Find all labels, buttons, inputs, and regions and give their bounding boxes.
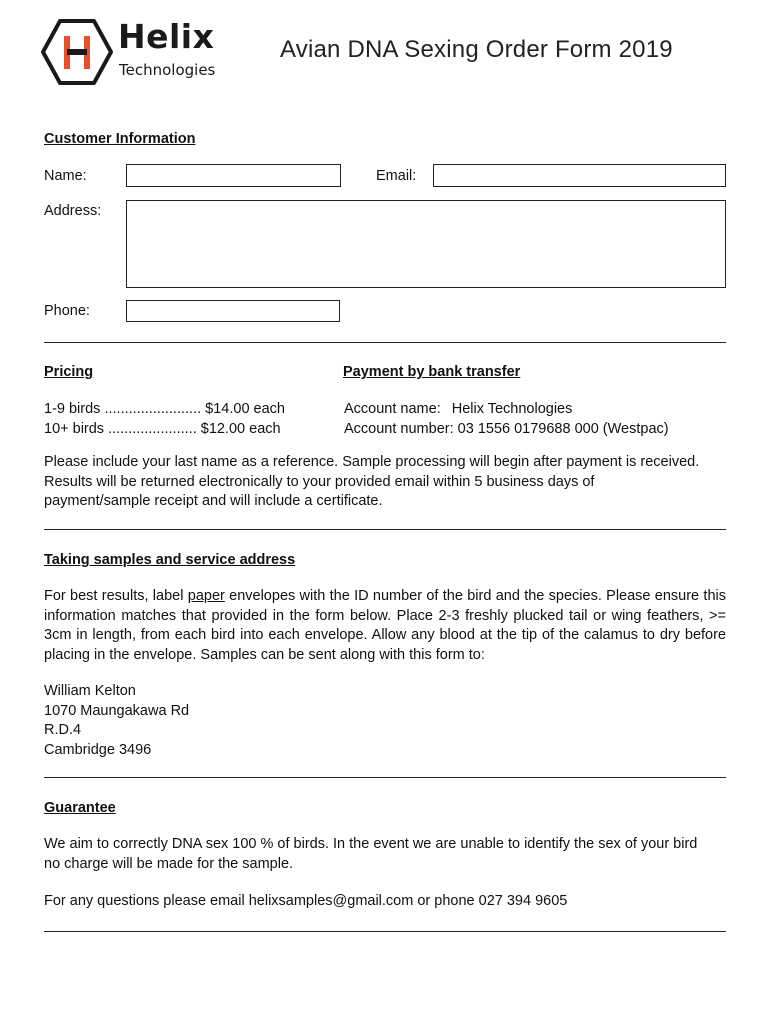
account-name-label: Account name: <box>344 401 441 417</box>
address-field[interactable] <box>126 200 726 288</box>
account-number: 03 1556 0179688 000 (Westpac) <box>457 420 669 437</box>
address-line: William Kelton <box>44 683 136 699</box>
pricing-list <box>44 400 285 439</box>
account-name: Helix Technologies <box>451 401 573 417</box>
document-title: Avian DNA Sexing Order Form 2019 <box>280 36 673 63</box>
address-line: R.D.4 <box>44 722 82 738</box>
payment-note: Please include your last name as a reference. Sample processing will begin after payment is received. Results will be returned electronically to your provided email within 5 business days of payment/sample receipt and will include a certificate. <box>44 454 700 509</box>
divider <box>44 777 726 778</box>
email-label: Email: <box>376 168 417 184</box>
phone-field[interactable] <box>126 300 340 322</box>
divider <box>44 529 726 530</box>
email-field[interactable] <box>433 164 726 187</box>
pricing-row: 1-9 birds ........................ $14.00 each <box>44 401 285 417</box>
helix-logo-icon <box>40 18 114 86</box>
divider <box>44 931 726 932</box>
guarantee-text: We aim to correctly DNA sex 100 % of birds. In the event we are unable to identify the sex of your bird no charge will be made for the sample. <box>44 836 698 872</box>
name-label: Name: <box>44 168 87 184</box>
brand-name: Helix <box>118 17 215 56</box>
payment-details <box>344 400 669 439</box>
address-line: Cambridge 3496 <box>44 741 152 758</box>
address-line: 1070 Maungakawa Rd <box>44 702 190 719</box>
service-address <box>44 682 189 760</box>
address-label: Address: <box>44 203 102 219</box>
pricing-row: 10+ birds ...................... $12.00 each <box>44 420 281 437</box>
guarantee-heading: Guarantee <box>44 800 116 816</box>
account-number-label: Account number: <box>344 420 454 437</box>
customer-info-heading: Customer Information <box>44 131 196 147</box>
payment-heading: Payment by bank transfer <box>343 364 521 380</box>
pricing-heading: Pricing <box>44 364 94 380</box>
name-field[interactable] <box>126 164 341 187</box>
brand-tagline: Technologies <box>119 61 216 79</box>
samples-instructions: For best results, label paper envelopes with the ID number of the bird and the species. Please ensure this information matches that provided in the form below. Place 2-3 freshly plucked tail or wing feathers, >= 3cm in length, from each bird into each envelope. Allow any blood at the tip of the calamus to dry before placing in the envelope. Samples can be sent along with this form to: <box>44 588 726 663</box>
phone-label: Phone: <box>44 303 90 319</box>
samples-heading: Taking samples and service address <box>44 552 296 568</box>
contact-text: For any questions please email helixsamples@gmail.com or phone 027 394 9605 <box>44 893 568 909</box>
divider <box>44 342 726 343</box>
